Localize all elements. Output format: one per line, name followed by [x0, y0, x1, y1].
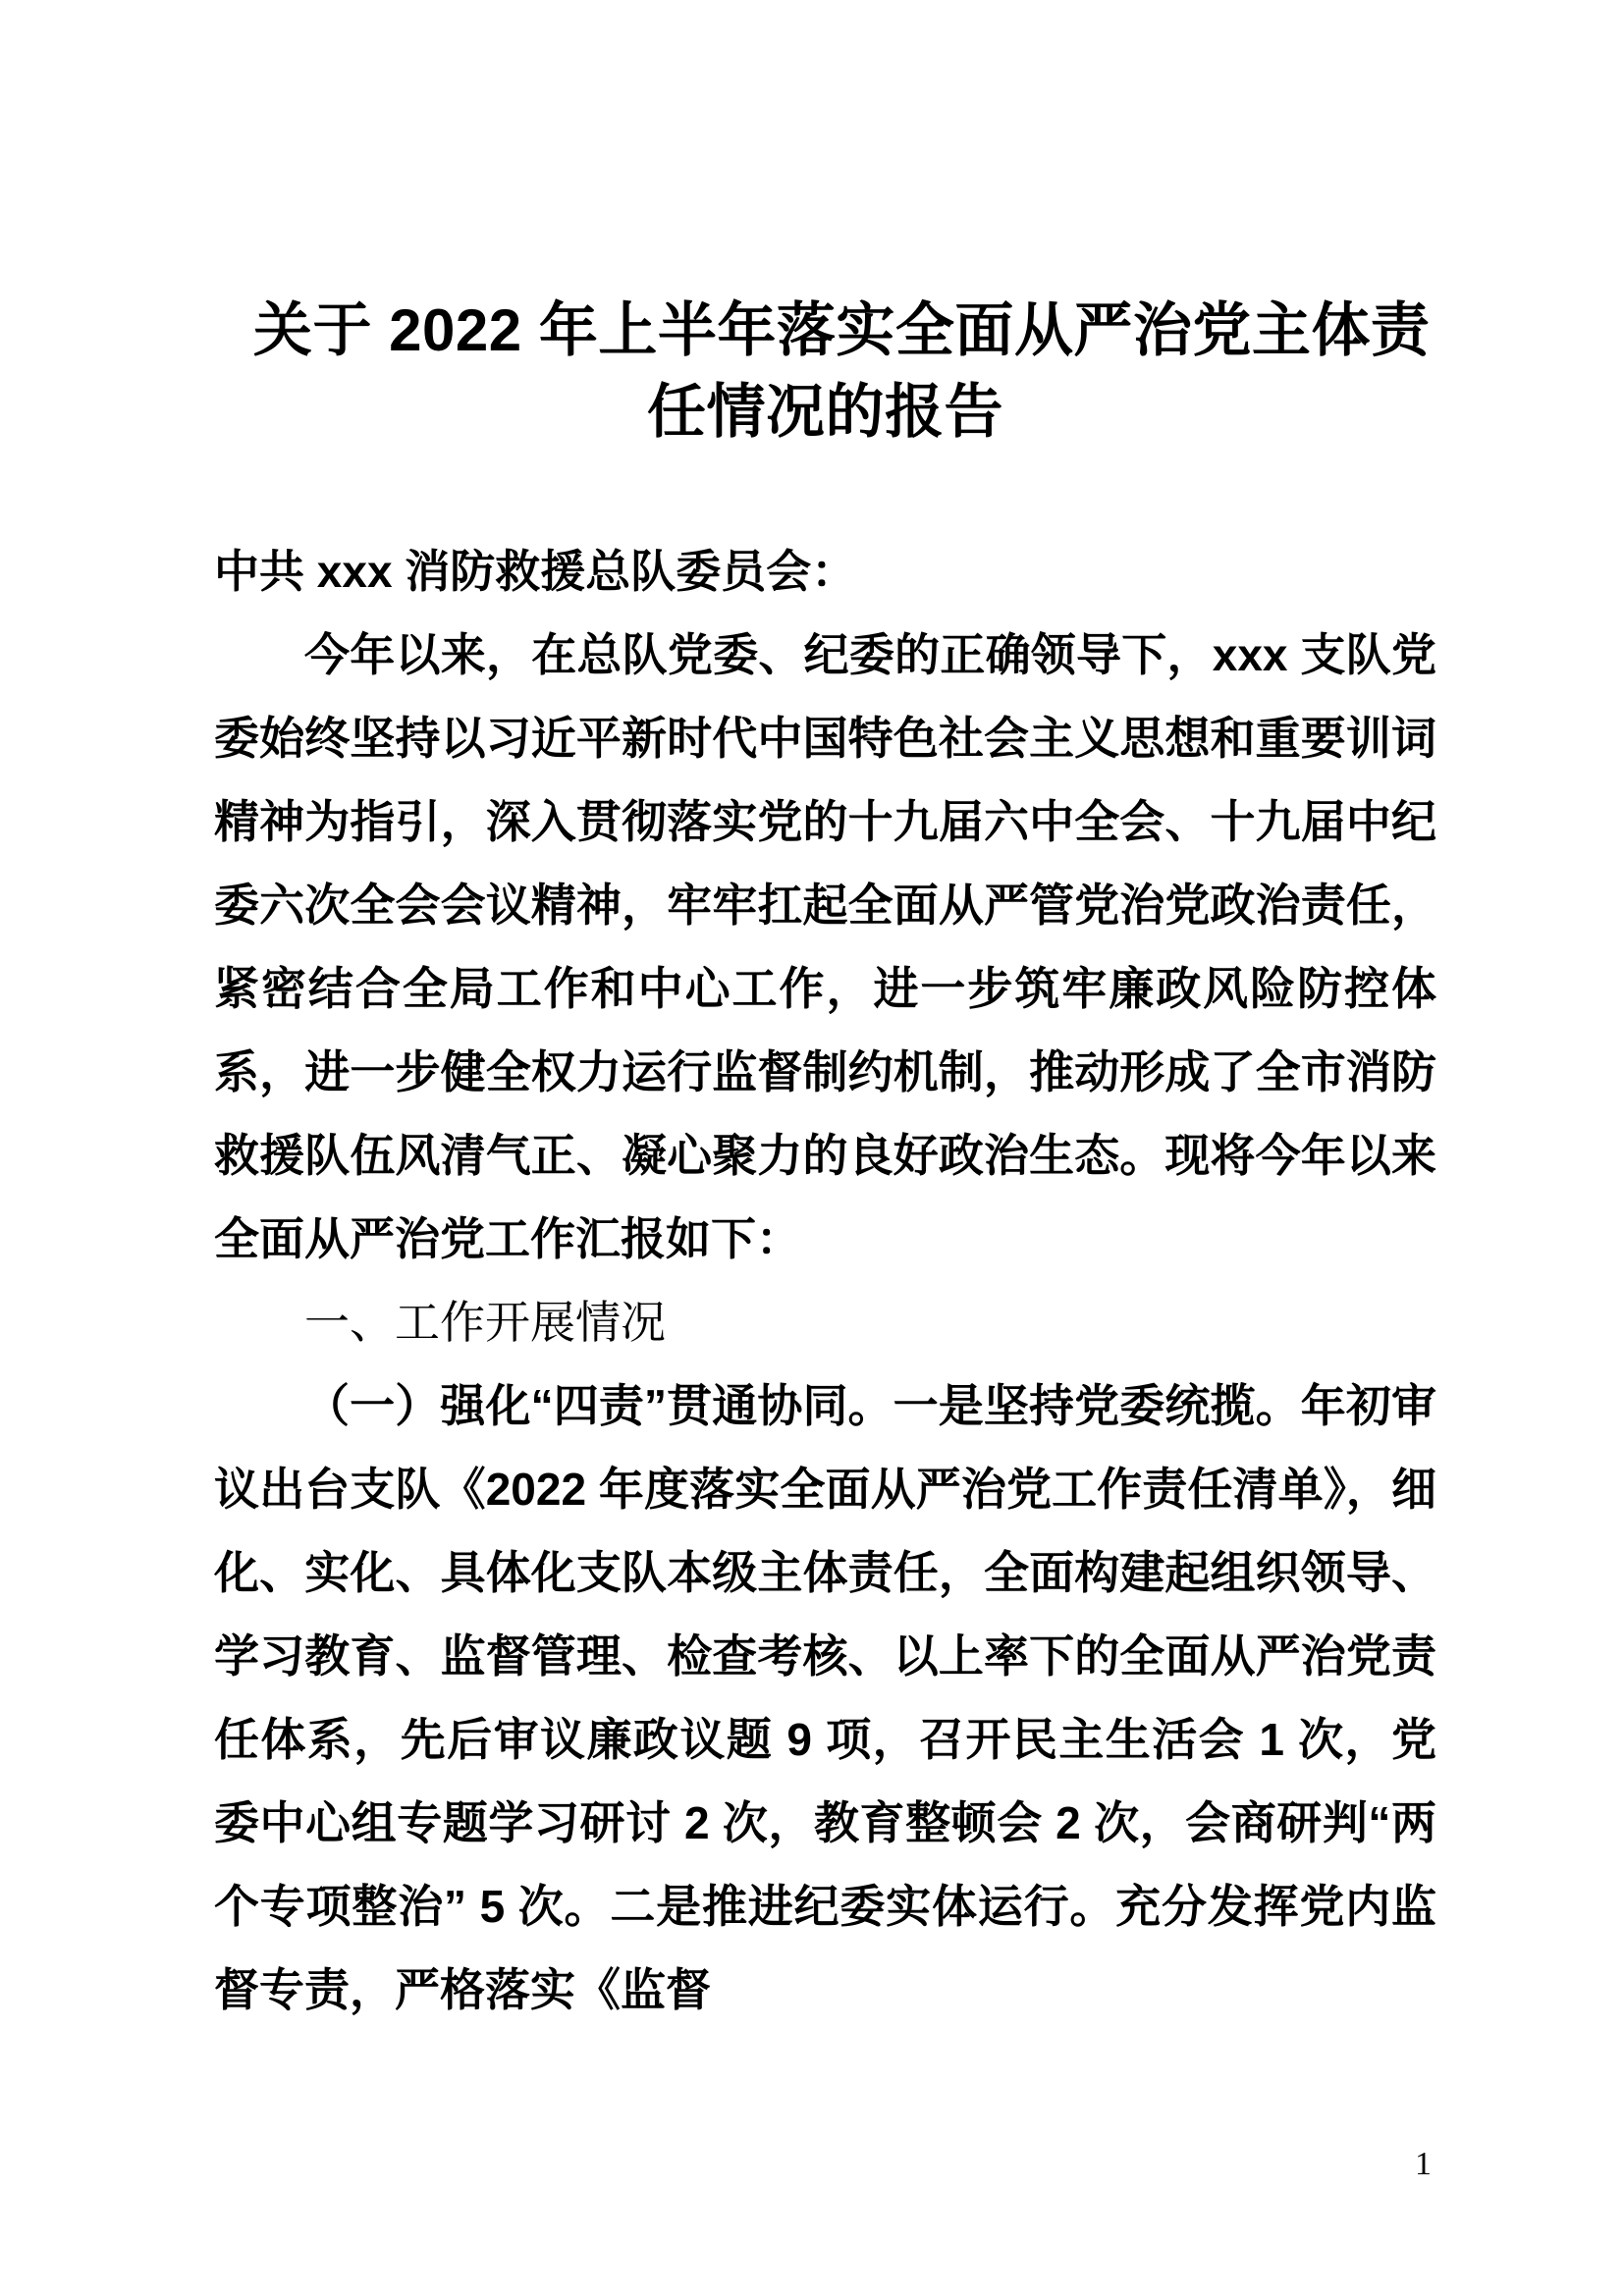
document-body: [214, 291, 1436, 2032]
title-spacer: [214, 454, 1436, 530]
subsection-paragraph-1: （一）强化“四责”贯通协同。一是坚持党委统揽。年初审议出台支队《2022 年度落实全面从严治党工作责任清单》，细化、实化、具体化支队本级主体责任，全面构建起组织领导、学习教育、监督管理、检查考核、以上率下的全面从严治党责任体系，先后审议廉政议题 9 项，召开民主生活会 1 次，党委中心组专题学习研讨 2 次，教育整顿会 2 次，会商研判“两个专项整治” 5 次。二是推进纪委实体运行。充分发挥党内监督专责，严格落实《监督: [214, 1379, 1436, 2015]
title-line-2: 任情况的报告: [647, 378, 1003, 445]
salutation: 中共 xxx 消防救援总队委员会：: [214, 545, 857, 597]
title-line-1: 关于 2022 年上半年落实全面从严治党主体责: [253, 297, 1431, 363]
section-heading: 一、工作开展情况: [304, 1296, 666, 1348]
page-number: 1: [1415, 2146, 1432, 2182]
body-paragraph-1: 今年以来，在总队党委、纪委的正确领导下，xxx 支队党委始终坚持以习近平新时代中国特色社会主义思想和重要训词精神为指引，深入贯彻落实党的十九届六中全会、十九届中纪委六次全会会议精神，牢牢扛起全面从严管党治党政治责任，紧密结合全局工作和中心工作，进一步筑牢廉政风险防控体系，进一步健全权力运行监督制约机制，推动形成了全市消防救援队伍风清气正、凝心聚力的良好政治生态。现将今年以来全面从严治党工作汇报如下：: [214, 628, 1436, 1264]
page-title: [214, 291, 1436, 454]
